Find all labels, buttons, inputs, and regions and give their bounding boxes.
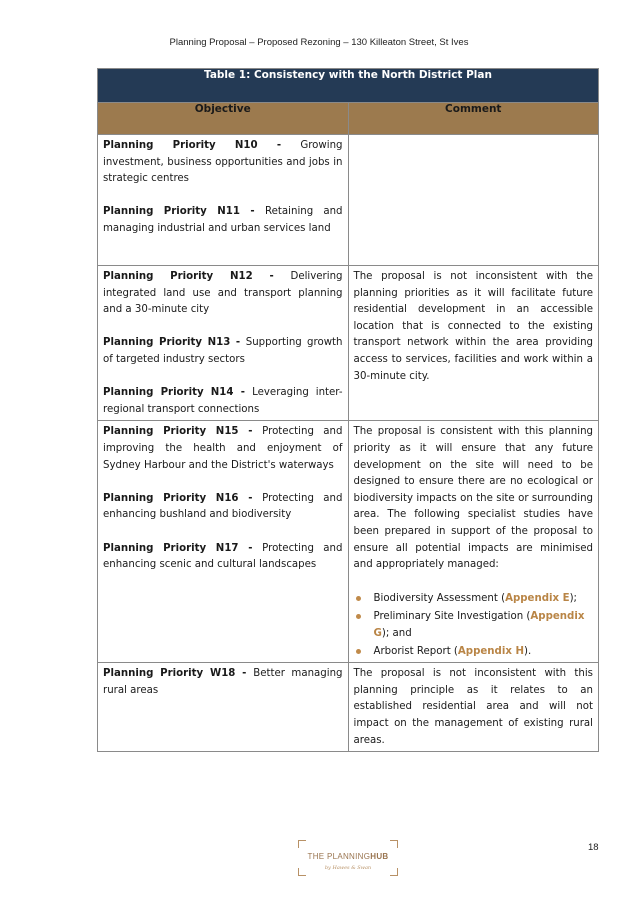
- column-header-comment: Comment: [348, 103, 599, 135]
- comment-text: The proposal is not inconsistent with this planning principle as it relates to an established residential area and will not impact on the management of existing rural areas.: [353, 668, 593, 746]
- table-row: [98, 421, 599, 663]
- table-row: [98, 663, 599, 752]
- comment-cell: [348, 421, 599, 663]
- page-header: Planning Proposal – Proposed Rezoning – 130 Killeaton Street, St Ives: [169, 37, 469, 48]
- list-item: Arborist Report (Appendix H).: [354, 643, 594, 661]
- appendix-link[interactable]: Appendix H: [457, 645, 524, 657]
- objective-cell: [98, 663, 349, 752]
- consistency-table: [97, 68, 599, 752]
- objective-item: Planning Priority N14 - Leveraging inter-regional transport connections: [103, 387, 343, 415]
- logo-wordmark: THE PLANNINGHUB: [307, 852, 389, 861]
- objective-item: Planning Priority N15 - Protecting and improving the health and enjoyment of Sydney Harbour and the District's waterways: [103, 426, 343, 471]
- list-item: Biodiversity Assessment (Appendix E);: [354, 590, 594, 608]
- table-title: Table 1: Consistency with the North District Plan: [98, 69, 599, 103]
- objective-item: Planning Priority W18 - Better managing rural areas: [103, 668, 343, 696]
- page-number: 18: [588, 842, 599, 853]
- objective-cell: [98, 421, 349, 663]
- table-row: [98, 135, 599, 266]
- list-item: Preliminary Site Investigation (Appendix G); and: [354, 608, 594, 643]
- comment-cell: [348, 266, 599, 421]
- specialist-studies-list: [354, 590, 594, 660]
- appendix-link[interactable]: Appendix G: [373, 610, 585, 640]
- comment-cell: [348, 663, 599, 752]
- comment-cell: [348, 135, 599, 266]
- objective-item: Planning Priority N11 - Retaining and managing industrial and urban services land: [103, 206, 343, 234]
- comment-text: The proposal is not inconsistent with the planning priorities as it will facilitate future residential development in an accessible location that is connected to the existing transport network within the area providing access to services, facilities and work within a 30-minute city.: [353, 271, 593, 382]
- objective-cell: [98, 135, 349, 266]
- objective-item: Planning Priority N10 - Growing investment, business opportunities and jobs in strategic centres: [103, 140, 343, 185]
- objective-item: Planning Priority N17 - Protecting and enhancing scenic and cultural landscapes: [103, 542, 343, 571]
- comment-text: The proposal is consistent with this planning priority as it will ensure that any future development on the site will need to be designed to ensure there are no ecological or biodiversity impacts on the site or surrounding area. The following specialist studies have been prepared in support of the proposal to ensure all potential impacts are minimised and appropriately managed:: [353, 426, 593, 571]
- objective-item: Planning Priority N16 - Protecting and enhancing bushland and biodiversity: [103, 492, 343, 521]
- objective-item: Planning Priority N13 - Supporting growth of targeted industry sectors: [103, 337, 343, 365]
- appendix-link[interactable]: Appendix E: [505, 593, 570, 605]
- objective-item: Planning Priority N12 - Delivering integrated land use and transport planning and a 30-minute city: [103, 271, 343, 316]
- table-row: [98, 266, 599, 421]
- logo-tagline: by Hawes & Swan: [324, 865, 372, 871]
- column-header-objective: Objective: [98, 103, 349, 135]
- objective-cell: [98, 266, 349, 421]
- planning-hub-logo: [298, 840, 398, 876]
